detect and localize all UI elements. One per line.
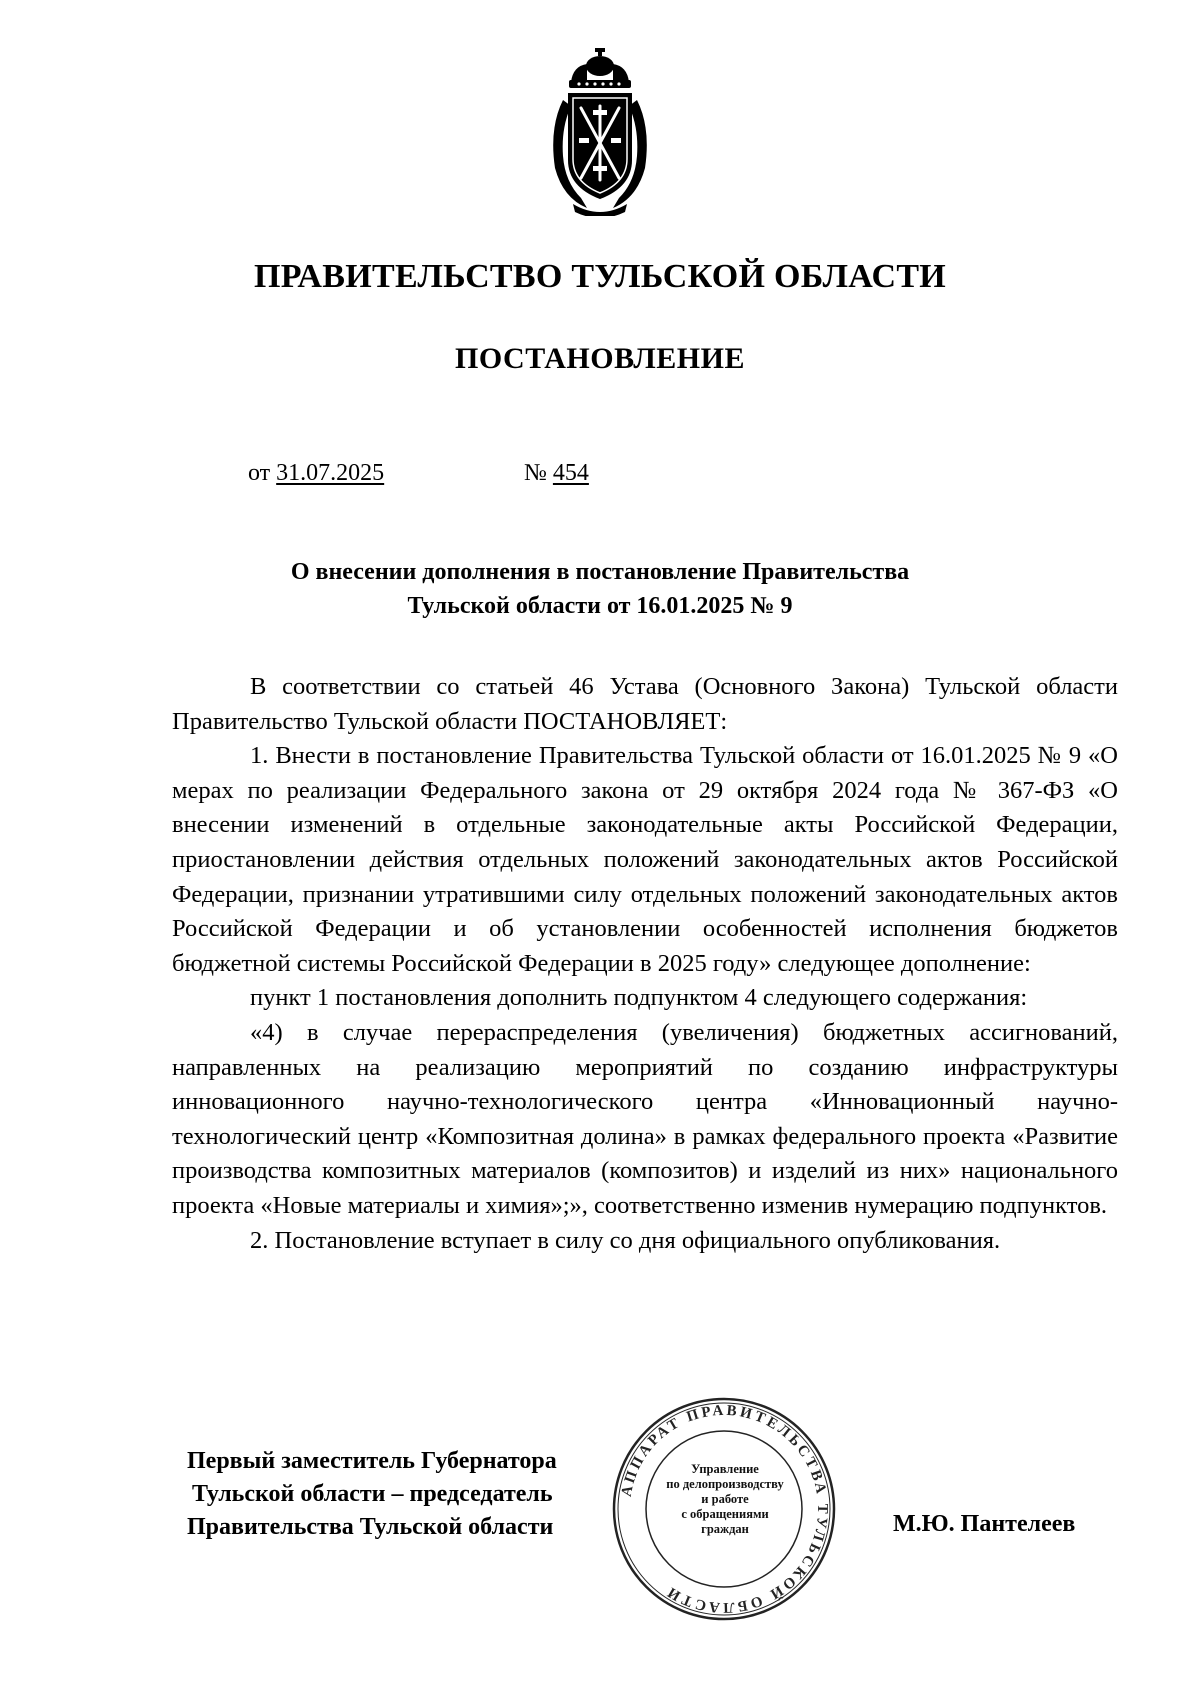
stamp-line: по делопроизводству	[666, 1477, 784, 1491]
tula-coat-of-arms-icon	[543, 48, 657, 216]
organization-title: ПРАВИТЕЛЬСТВО ТУЛЬСКОЙ ОБЛАСТИ	[253, 258, 947, 295]
stamp-line: Управление	[691, 1462, 759, 1476]
signer-position-line: Правительства Тульской области	[187, 1514, 554, 1540]
stamp-line: граждан	[701, 1522, 749, 1536]
stamp-line: с обращениями	[681, 1507, 769, 1521]
number-value: 454	[552, 460, 589, 486]
body-paragraph: пункт 1 постановления дополнить подпунктом 4 следующего содержания:	[250, 984, 1028, 1012]
document-body	[172, 670, 1118, 1258]
document-date	[248, 460, 384, 487]
body-paragraph: 1. Внести в постановление Правительства Тульской области от 16.01.2025 № 9 «О мерах по реализации Федерального закона от 29 октября 2024 года № 367-ФЗ «О внесении изменений в отдельные законодательные акты Российской Федерации, приостановлении действия отдельных положений законодательных актов Российской Федерации, признании утратившими силу отдельных положений законодательных актов Российской Федерации и об установлении особенностей исполнения бюджетов бюджетной системы Российской Федерации в 2025 году» следующее дополнение:	[172, 742, 1118, 977]
body-paragraph: В соответствии со статьей 46 Устава (Основного Закона) Тульской области Правительство Тульской области ПОСТАНОВЛЯЕТ:	[172, 673, 1118, 735]
subject-line: Тульской области от 16.01.2025 № 9	[407, 593, 793, 619]
body-paragraph: «4) в случае перераспределения (увеличения) бюджетных ассигнований, направленных на реализацию мероприятий по созданию инфраструктуры инновационного научно-технологического центра «Инновационный научно-технологический центр «Композитная долина» в рамках федерального проекта «Развитие производства композитных материалов (композитов) и изделий из них» национального проекта «Новые материалы и химия»;», соответственно изменив нумерацию подпунктов.	[172, 1018, 1118, 1219]
stamp-line: и работе	[701, 1492, 749, 1506]
stamp-center-text	[652, 1462, 798, 1537]
stamp-ring-text: АППАРАТ ПРАВИТЕЛЬСТВА ТУЛЬСКОЙ ОБЛАСТИ	[618, 1402, 831, 1616]
signer-position	[187, 1445, 557, 1544]
signer-name: М.Ю. Пантелеев	[893, 1511, 1076, 1537]
number-prefix: №	[524, 460, 547, 486]
document-number	[524, 460, 589, 487]
date-value: 31.07.2025	[276, 460, 385, 486]
signer-position-line: Тульской области – председатель	[192, 1481, 553, 1507]
date-prefix: от	[248, 460, 271, 486]
signer-position-line: Первый заместитель Губернатора	[187, 1448, 557, 1474]
body-paragraph: 2. Постановление вступает в силу со дня официального опубликования.	[250, 1226, 1001, 1254]
document-subject	[160, 555, 1040, 623]
subject-line: О внесении дополнения в постановление Правительства	[290, 559, 910, 585]
document-type: ПОСТАНОВЛЕНИЕ	[455, 342, 745, 375]
